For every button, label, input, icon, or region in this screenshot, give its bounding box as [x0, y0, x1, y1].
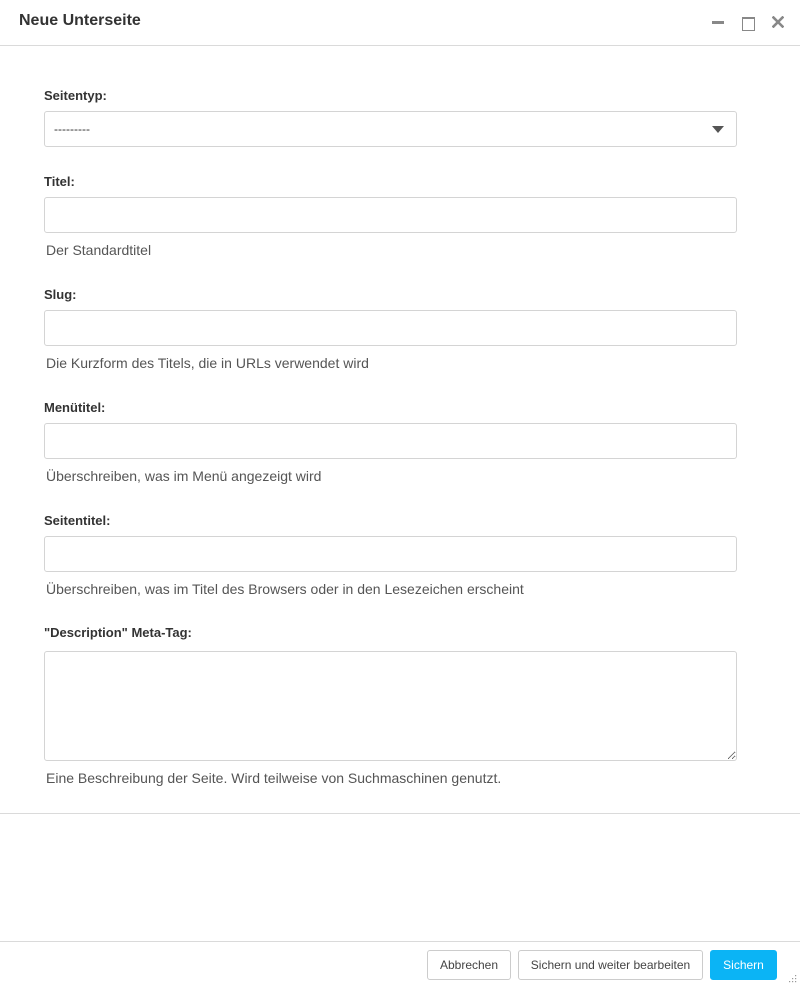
save-button[interactable]: Sichern	[710, 950, 777, 980]
dialog-titlebar	[0, 0, 800, 46]
dialog-title: Neue Unterseite	[19, 12, 141, 29]
minimize-icon[interactable]	[710, 14, 726, 30]
title-input[interactable]	[44, 197, 737, 233]
slug-input[interactable]	[44, 310, 737, 346]
page-title-input[interactable]	[44, 536, 737, 572]
slug-help-text: Die Kurzform des Titels, die in URLs verwendet wird	[46, 355, 369, 371]
page-type-select[interactable]	[44, 111, 737, 147]
resize-grip-icon[interactable]	[787, 973, 797, 983]
page-title-label: Seitentitel:	[44, 513, 111, 528]
page-type-selected-value: ---------	[54, 122, 90, 136]
title-help-text: Der Standardtitel	[46, 242, 152, 258]
window-controls	[710, 14, 786, 30]
page-type-label: Seitentyp:	[44, 88, 107, 103]
menu-title-help-text: Überschreiben, was im Menü angezeigt wird	[46, 468, 322, 484]
meta-description-label: "Description" Meta-Tag:	[44, 625, 192, 640]
page-title-help-text: Überschreiben, was im Titel des Browsers oder in den Lesezeichen erscheint	[46, 581, 524, 597]
meta-description-help-text: Eine Beschreibung der Seite. Wird teilweise von Suchmaschinen genutzt.	[46, 770, 502, 786]
title-label: Titel:	[44, 174, 75, 189]
cancel-button[interactable]: Abbrechen	[427, 950, 511, 980]
save-and-continue-button[interactable]: Sichern und weiter bearbeiten	[518, 950, 703, 980]
maximize-icon[interactable]	[740, 14, 756, 30]
close-icon[interactable]	[770, 14, 786, 30]
menu-title-label: Menütitel:	[44, 400, 106, 415]
slug-label: Slug:	[44, 287, 77, 302]
chevron-down-icon	[712, 126, 724, 133]
content-divider	[0, 813, 800, 814]
menu-title-input[interactable]	[44, 423, 737, 459]
footer-divider	[0, 941, 800, 942]
meta-description-textarea[interactable]	[44, 651, 737, 761]
